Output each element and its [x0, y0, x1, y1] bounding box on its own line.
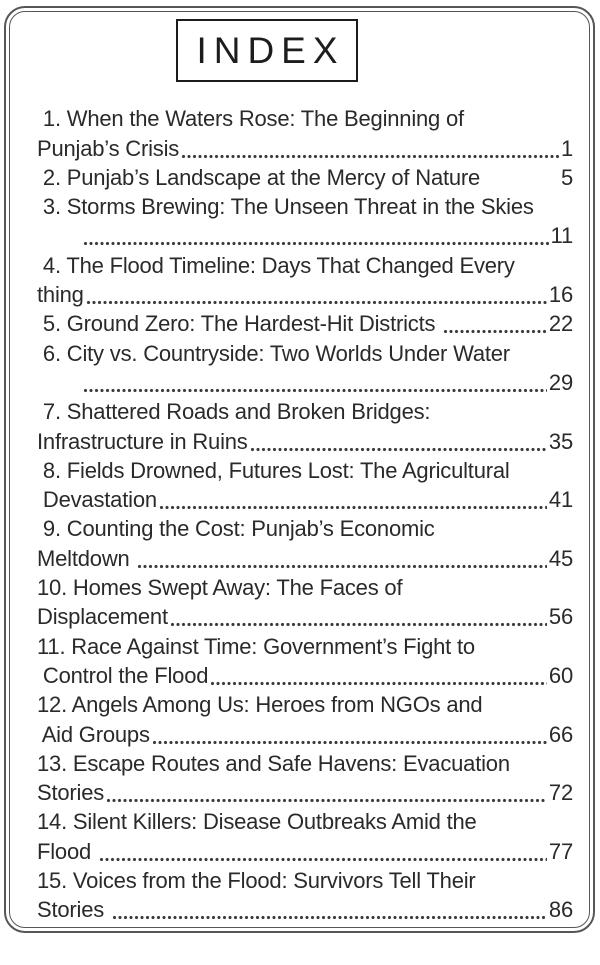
dot-leader	[152, 738, 547, 747]
page-number: 1	[560, 135, 573, 161]
toc-entry-text: 7. Shattered Roads and Broken Bridges:	[37, 399, 431, 425]
dot-leader	[106, 796, 547, 805]
toc-line	[37, 777, 573, 806]
toc-list	[10, 103, 589, 923]
toc-entry-text: Infrastructure in Ruins	[37, 428, 248, 454]
toc-entry-text: 5. Ground Zero: The Hardest-Hit Districts	[37, 311, 442, 337]
page-title: INDEX	[196, 29, 345, 71]
toc-entry-text: 15. Voices from the Flood: Survivors Tell Their	[37, 868, 476, 894]
page-number: 86	[548, 897, 573, 923]
toc-line	[37, 162, 573, 191]
page-number: 77	[548, 838, 573, 864]
toc-line	[37, 308, 573, 337]
page-border-inner	[9, 11, 590, 928]
toc-line	[37, 689, 573, 718]
index-title-box	[176, 19, 358, 82]
toc-line	[37, 894, 573, 923]
page-number: 5	[560, 164, 573, 190]
toc-entry-text: Aid Groups	[37, 721, 150, 747]
toc-entry-text: 6. City vs. Countryside: Two Worlds Under Water	[37, 340, 510, 366]
page-number: 66	[548, 721, 573, 747]
dot-leader	[83, 386, 547, 395]
dot-leader	[137, 562, 546, 571]
toc-line	[37, 660, 573, 689]
toc-entry-text: 4. The Flood Timeline: Days That Changed Every	[37, 252, 515, 278]
page-number: 16	[548, 282, 573, 308]
toc-line	[37, 748, 573, 777]
toc-line	[37, 103, 573, 132]
toc-line	[37, 484, 573, 513]
page-number: 22	[548, 311, 573, 337]
toc-entry-text: 10. Homes Swept Away: The Faces of	[37, 575, 403, 601]
page-number: 72	[548, 780, 573, 806]
toc-entry-text: Stories	[37, 897, 110, 923]
toc-line	[37, 337, 573, 366]
toc-line	[37, 279, 573, 308]
dot-leader	[181, 152, 559, 161]
toc-line	[37, 367, 573, 396]
toc-line	[37, 630, 573, 659]
toc-entry-text: 11. Race Against Time: Government’s Fight to	[37, 633, 475, 659]
toc-entry-text: Devastation	[37, 487, 157, 513]
toc-entry-text: 1. When the Waters Rose: The Beginning of	[37, 106, 464, 132]
toc-entry-text: Displacement	[37, 604, 168, 630]
dot-leader	[99, 855, 547, 864]
toc-entry-text: 8. Fields Drowned, Futures Lost: The Agricultural	[37, 457, 510, 483]
toc-line	[37, 601, 573, 630]
page-number: 11	[550, 223, 573, 249]
toc-entry-text: 2. Punjab’s Landscape at the Mercy of Nature	[37, 164, 481, 190]
toc-entry-text: Control the Flood	[37, 662, 209, 688]
dot-leader	[86, 298, 547, 307]
toc-line	[37, 132, 573, 161]
dot-leader	[112, 913, 547, 922]
toc-line	[37, 806, 573, 835]
toc-line	[37, 191, 573, 220]
toc-line	[37, 835, 573, 864]
page-number: 29	[548, 369, 573, 395]
dot-leader	[170, 620, 547, 629]
toc-entry-text: Flood	[37, 838, 97, 864]
toc-entry-text: 13. Escape Routes and Safe Havens: Evacuation	[37, 750, 510, 776]
page-border-outer	[4, 6, 595, 933]
dot-leader	[443, 327, 547, 336]
page-number: 45	[548, 545, 573, 571]
toc-line	[37, 542, 573, 571]
toc-line	[37, 220, 573, 249]
toc-entry-text: thing	[37, 282, 84, 308]
page-number: 60	[548, 662, 573, 688]
dot-leader	[210, 679, 547, 688]
toc-line	[37, 249, 573, 278]
toc-entry-text: 3. Storms Brewing: The Unseen Threat in the Skies	[37, 194, 534, 220]
page-number: 56	[548, 604, 573, 630]
toc-line	[37, 572, 573, 601]
toc-line	[37, 396, 573, 425]
toc-entry-text: Meltdown	[37, 545, 136, 571]
toc-entry-text: Stories	[37, 780, 105, 806]
toc-entry-text: Punjab’s Crisis	[37, 135, 180, 161]
dot-leader	[159, 503, 547, 512]
toc-line	[37, 455, 573, 484]
toc-line	[37, 718, 573, 747]
dot-leader	[250, 445, 547, 454]
toc-entry-text: 12. Angels Among Us: Heroes from NGOs and	[37, 692, 483, 718]
page-number: 35	[548, 428, 573, 454]
toc-line	[37, 513, 573, 542]
toc-line	[37, 425, 573, 454]
toc-entry-text: 9. Counting the Cost: Punjab’s Economic	[37, 516, 435, 542]
toc-line	[37, 865, 573, 894]
toc-entry-text: 14. Silent Killers: Disease Outbreaks Amid the	[37, 809, 477, 835]
dot-leader	[83, 239, 549, 248]
page-number: 41	[548, 487, 573, 513]
